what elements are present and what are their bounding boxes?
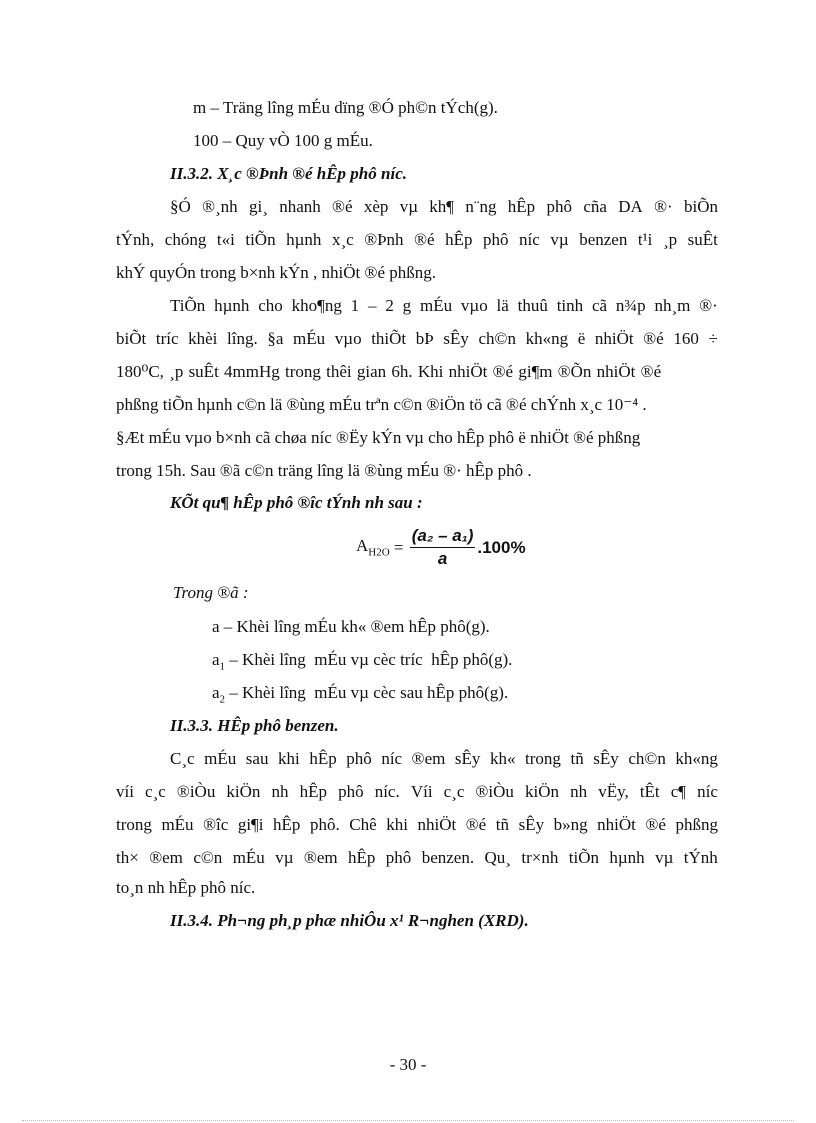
paragraph-3-line-1	[170, 749, 718, 769]
paragraph-3-line-4	[116, 848, 718, 868]
word: gi¶i	[237, 815, 264, 834]
word: kh¶	[429, 197, 454, 216]
word: g	[402, 296, 412, 315]
word: tiÕn	[245, 230, 276, 249]
word: hÊp	[507, 197, 536, 216]
word: níc	[697, 782, 718, 801]
word: hµnh	[609, 848, 645, 867]
word: ®·	[654, 197, 673, 216]
word: Chê	[349, 815, 377, 834]
word: sÊy	[443, 329, 469, 348]
text-line-100: 100 – Quy vÒ 100 g mÉu.	[193, 131, 373, 150]
word: ¸p	[662, 230, 678, 249]
word: tñ	[495, 815, 510, 834]
word: ch©n	[478, 329, 516, 348]
paragraph-1-line-1	[170, 197, 718, 217]
paragraph-2-line-6: trong 15h. Sau ®ã c©n träng lîng lä ®ùng mÉu ®· hÊp phô .	[116, 461, 532, 480]
paragraph-2-line-2	[116, 329, 718, 349]
result-heading: KÕt qu¶ hÊp phô ®îc tÝnh nh sau :	[170, 493, 423, 512]
formula-tail: .100%	[477, 537, 526, 557]
word: cho	[258, 296, 283, 315]
paragraph-2-line-1	[170, 296, 718, 316]
word: ®·	[699, 296, 718, 315]
definition-a: a – Khèi lîng mÉu kh« ®em hÊp phô(g).	[212, 617, 490, 636]
word: phßng	[675, 815, 718, 834]
formula-lhs: $A_{H2O}$	[356, 536, 390, 559]
word: §a	[267, 329, 284, 348]
word: nhanh	[279, 197, 321, 216]
word: tiÕn	[568, 848, 599, 867]
word: –	[367, 296, 377, 315]
word: sÊy	[454, 749, 481, 768]
word: trong	[116, 815, 152, 834]
word: chóng	[164, 230, 207, 249]
word: th×	[116, 848, 139, 867]
word: hÊp	[348, 848, 376, 867]
word: sÊy	[593, 749, 619, 768]
word: Víi	[410, 782, 433, 801]
section-heading-3-2: II.3.2. X¸c ®Þnh ®é hÊp phô níc.	[170, 164, 407, 183]
word: nh	[570, 782, 588, 801]
word: t¹i	[637, 230, 653, 249]
word: ®iÒu	[176, 782, 216, 801]
word: tÝnh	[683, 848, 718, 867]
word: nhiÖt	[597, 815, 636, 834]
paragraph-3-line-3	[116, 815, 718, 835]
where-label: Trong ®ã :	[173, 583, 249, 602]
word: nh¸m	[654, 296, 691, 315]
word: vµ	[399, 197, 418, 216]
word: tríc	[155, 329, 179, 348]
word: ®é	[643, 329, 664, 348]
word: c¸c	[145, 782, 166, 801]
paragraph-2-line-3: 180⁰C, ¸p suÊt 4mmHg trong thêi gian 6h. Khi nhiÖt ®é gi¶m ®Õn nhiÖt ®é	[116, 362, 662, 381]
word: nhiÖt	[417, 815, 457, 834]
word: c¸c	[443, 782, 465, 801]
word: ®iÒu	[475, 782, 514, 801]
word: cña	[583, 197, 607, 216]
word: mÉu	[232, 848, 265, 867]
paragraph-2-line-4: phßng tiÕn hµnh c©n lä ®ùng mÉu trªn c©n ®iÖn tö cã ®é chÝnh x¸c 10⁻⁴ .	[116, 395, 647, 414]
word: biÕn	[683, 197, 718, 216]
formula-fraction	[410, 526, 476, 569]
word: biÕt	[116, 329, 147, 348]
word: phô	[385, 848, 412, 867]
word: tÝnh,	[116, 230, 155, 249]
section-heading-3-3: II.3.3. HÊp phô benzen.	[170, 716, 339, 735]
word: kh«ng	[675, 749, 718, 768]
word: x¸c	[331, 230, 354, 249]
word: ®em	[149, 848, 183, 867]
word: vµ	[655, 848, 674, 867]
word: khi	[386, 815, 408, 834]
word: Qu¸	[484, 848, 511, 867]
word: kiÖn	[226, 782, 261, 801]
word: ®îc	[203, 815, 229, 834]
adsorption-formula	[356, 526, 526, 569]
paragraph-2-line-5: §Æt mÉu vµo b×nh cã chøa níc ®Ëy kÝn vµ cho hÊp phô ë nhiÖt ®é phßng	[116, 428, 641, 447]
word: n¾p	[615, 296, 646, 315]
word: phô	[483, 230, 509, 249]
word: thiÕt	[371, 329, 407, 348]
word: ÷	[708, 329, 718, 348]
word: t«i	[216, 230, 235, 249]
word: C¸c	[170, 749, 195, 768]
word: phô	[546, 197, 572, 216]
word: mÉu	[161, 815, 194, 834]
word: mÉu	[293, 329, 326, 348]
word: nh	[271, 782, 289, 801]
word: níc	[519, 230, 540, 249]
word: vµ	[550, 230, 569, 249]
word: DA	[618, 197, 643, 216]
word: sau	[245, 749, 269, 768]
word: mÉu	[204, 749, 237, 768]
word: kho¶ng	[291, 296, 342, 315]
word: ®Þnh	[364, 230, 404, 249]
paragraph-3-line-2	[116, 782, 718, 802]
word: sÊy	[518, 815, 545, 834]
word: hµnh	[214, 296, 250, 315]
word: lîng.	[227, 329, 258, 348]
paragraph-1-line-2	[116, 230, 718, 250]
word: níc.	[374, 782, 400, 801]
word: kh«ng	[525, 329, 569, 348]
paragraph-1-line-3: khÝ quyÓn trong b×nh kÝn , nhiÖt ®é phßng.	[116, 263, 436, 282]
word: kiÖn	[525, 782, 560, 801]
word: ®é	[465, 815, 487, 834]
word: suÊt	[687, 230, 718, 249]
word: ®é	[332, 197, 353, 216]
word: §Ó	[170, 197, 191, 216]
word: thuû	[517, 296, 548, 315]
word: tinh	[556, 296, 584, 315]
definition-a2: $a_2$ – Khèi lîng mÉu vµ cèc sau hÊp phô(g).	[212, 683, 509, 706]
word: vµo	[460, 296, 488, 315]
section-heading-3-4: II.3.4. Ph¬ng ph¸p phæ nhiÔu x¹ R¬nghen (XRD).	[170, 911, 529, 930]
word: níc	[381, 749, 403, 768]
formula-denominator: a	[437, 549, 448, 568]
word: b»ng	[553, 815, 588, 834]
word: vËy,	[598, 782, 629, 801]
word: n¨ng	[465, 197, 497, 216]
word: phô	[346, 749, 372, 768]
word: vµ	[275, 848, 294, 867]
word: xèp	[363, 197, 389, 216]
word: 160	[673, 329, 699, 348]
word: hÊp	[299, 782, 327, 801]
word: bÞ	[415, 329, 434, 348]
page-bottom-divider	[22, 1120, 794, 1121]
word: cã	[591, 296, 608, 315]
word: ®em	[411, 749, 446, 768]
text-line-m: m – Träng lîng mÉu dïng ®Ó ph©n tÝch(g).	[193, 98, 498, 117]
word: trong	[525, 749, 561, 768]
word: hÊp	[273, 815, 301, 834]
word: gi¸	[248, 197, 268, 216]
word: hÊp	[445, 230, 473, 249]
word: tÊt	[639, 782, 660, 801]
word: ë	[577, 329, 586, 348]
word: phô.	[309, 815, 340, 834]
word: benzen.	[421, 848, 475, 867]
word: lä	[496, 296, 509, 315]
word: kh«	[489, 749, 516, 768]
word: ®em	[303, 848, 338, 867]
word: c©n	[193, 848, 223, 867]
word: hµnh	[286, 230, 322, 249]
word: benzen	[579, 230, 628, 249]
word: ch©n	[628, 749, 666, 768]
word: víi	[116, 782, 134, 801]
word: khèi	[188, 329, 218, 348]
paragraph-3-line-5: to¸n nh hÊp phô níc.	[116, 878, 256, 897]
word: 1	[350, 296, 360, 315]
word: khi	[278, 749, 300, 768]
word: vµo	[334, 329, 362, 348]
word: hÊp	[309, 749, 337, 768]
word: tr×nh	[521, 848, 559, 867]
word: ®¸nh	[202, 197, 238, 216]
word: tñ	[570, 749, 584, 768]
formula-equals: =	[389, 537, 408, 557]
word: mÉu	[419, 296, 453, 315]
word: ®é	[414, 230, 435, 249]
word: phô	[338, 782, 364, 801]
word: c¶	[670, 782, 687, 801]
formula-numerator: (a₂ – a₁)	[410, 526, 476, 548]
word: ®é	[645, 815, 666, 834]
word: TiÕn	[170, 296, 206, 315]
page-number: - 30 -	[389, 1055, 427, 1074]
word: nhiÖt	[594, 329, 634, 348]
word: 2	[385, 296, 394, 315]
definition-a1: $a_1$ – Khèi lîng mÉu vµ cèc tríc hÊp phô(g).	[212, 650, 513, 673]
